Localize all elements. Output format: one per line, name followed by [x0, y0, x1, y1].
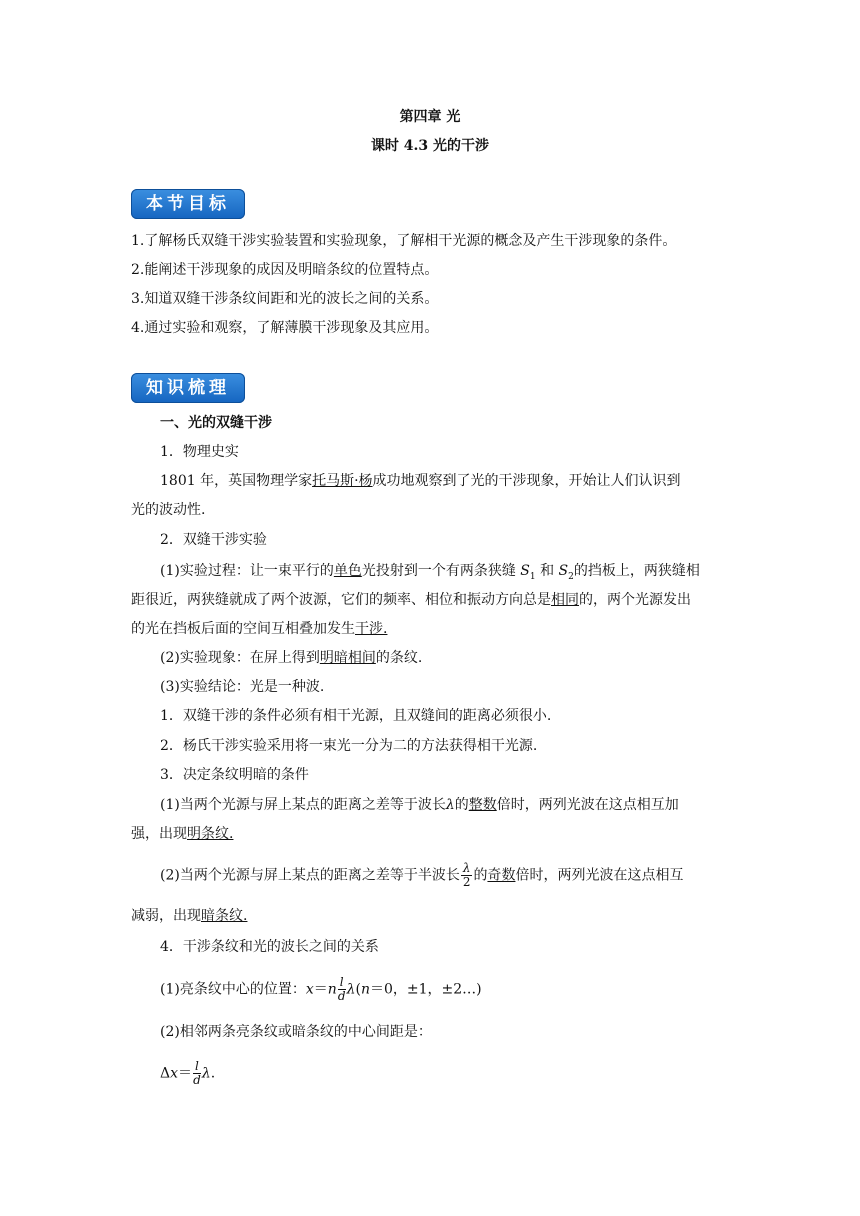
answer-blank: 托马斯·杨 — [312, 473, 373, 489]
spacing-line: (2)相邻两条亮条纹或暗条纹的中心间距是： — [160, 1024, 432, 1040]
subheading-experiment: 2．双缝干涉实验 — [160, 532, 267, 548]
answer-blank: 奇数 — [487, 867, 516, 884]
answer-blank: 明条纹. — [187, 826, 234, 842]
goal-item: 3.知道双缝干涉条纹间距和光的波长之间的关系。 — [131, 291, 439, 307]
knowledge-badge: 知识梳理 — [131, 373, 245, 403]
fraction-l-over-d: $\frac{l}{d}$ — [337, 975, 346, 1003]
fraction-l-over-d: $\frac{l}{d}$ — [193, 1059, 201, 1087]
dark-condition: (2)当两个光源与屏上某点的距离之差等于半波长 $\frac{\lambda}{2}$ 的奇数倍时，两列光波在这点相互 — [160, 861, 684, 889]
history-paragraph-cont: 光的波动性. — [131, 502, 206, 518]
note-line: 2．杨氏干涉实验采用将一束光一分为二的方法获得相干光源. — [160, 738, 538, 754]
answer-blank: 相同 — [551, 592, 579, 608]
process-paragraph: (1)实验过程：让一束平行的单色光投射到一个有两条狭缝 $S_1$ 和 $S_2$的挡板上，两狭缝相 — [160, 563, 700, 582]
answer-blank: 明暗相间 — [319, 650, 376, 666]
subheading-conditions: 3．决定条纹明暗的条件 — [160, 767, 309, 783]
spacing-formula: Δx＝ $\frac{l}{d}$ λ. — [160, 1059, 216, 1087]
note-line: 1．双缝干涉的条件必须有相干光源，且双缝间的距离必须很小. — [160, 708, 552, 724]
goal-item: 1.了解杨氏双缝干涉实验装置和实验现象，了解相干光源的概念及产生干涉现象的条件。 — [131, 233, 677, 249]
conclusion-line: (3)实验结论：光是一种波. — [160, 679, 325, 695]
process-paragraph-cont: 距很近，两狭缝就成了两个波源，它们的频率、相位和振动方向总是相同的，两个光源发出 — [131, 592, 691, 608]
bright-condition: (1)当两个光源与屏上某点的距离之差等于波长λ的整数倍时，两列光波在这点相互加 — [160, 797, 679, 813]
goal-item: 4.通过实验和观察，了解薄膜干涉现象及其应用。 — [131, 320, 439, 336]
dark-condition-cont: 减弱，出现暗条纹. — [131, 908, 248, 924]
answer-blank: 单色 — [333, 563, 362, 579]
subheading-history: 1．物理史实 — [160, 444, 239, 460]
fraction-lambda-over-2: $\frac{\lambda}{2}$ — [462, 861, 471, 889]
section-heading: 一、光的双缝干涉 — [160, 415, 272, 431]
subheading-relation: 4．干涉条纹和光的波长之间的关系 — [160, 939, 379, 955]
answer-blank: 暗条纹. — [201, 908, 248, 924]
bright-position-formula: (1)亮条纹中心的位置：x＝n $\frac{l}{d}$ λ(n＝0，±1，±2…) — [160, 975, 482, 1003]
goals-badge: 本节目标 — [131, 189, 245, 219]
chapter-title: 第四章 光 — [399, 109, 461, 125]
process-paragraph-cont: 的光在挡板后面的空间互相叠加发生干涉. — [131, 621, 388, 637]
lesson-title: 课时 4.3 光的干涉 — [370, 138, 490, 154]
answer-blank: 干涉. — [355, 621, 388, 637]
phenomenon-line: (2)实验现象：在屏上得到明暗相间的条纹. — [160, 650, 423, 666]
history-paragraph: 1801 年，英国物理学家托马斯·杨成功地观察到了光的干涉现象，开始让人们认识到 — [160, 473, 681, 489]
answer-blank: 整数 — [468, 797, 497, 813]
bright-condition-cont: 强，出现明条纹. — [131, 826, 234, 842]
goal-item: 2.能阐述干涉现象的成因及明暗条纹的位置特点。 — [131, 262, 439, 278]
